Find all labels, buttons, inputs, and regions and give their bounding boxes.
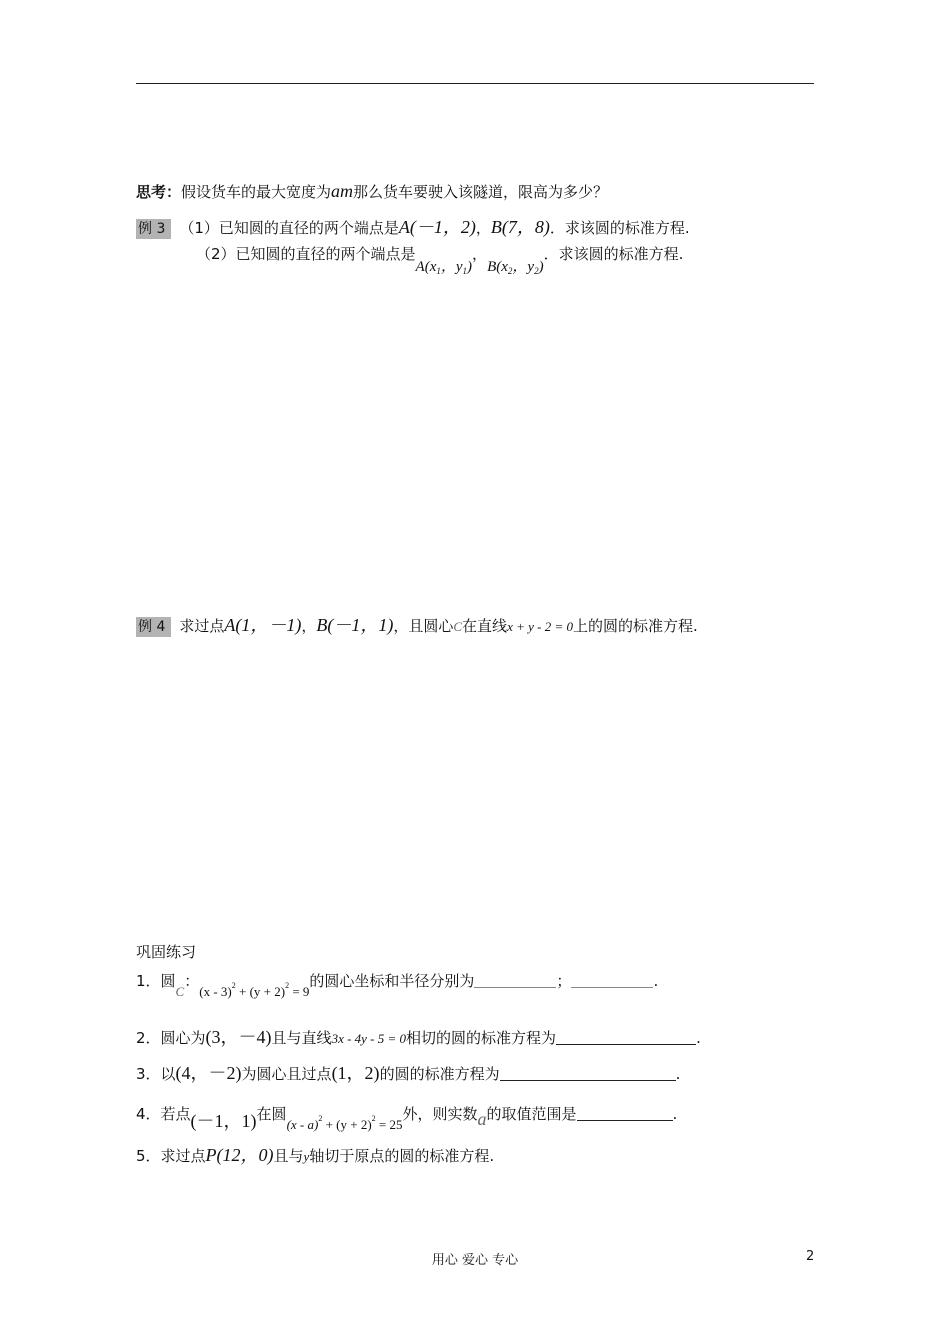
- header-rule: [136, 83, 814, 84]
- q3-t3: 的圆的标准方程为: [379, 1065, 500, 1083]
- q1-equation: [199, 981, 310, 999]
- q1-blank-2[interactable]: [571, 973, 653, 988]
- q2-t3: 相切的圆的标准方程为: [406, 1029, 557, 1047]
- q4-eq-c: = 25: [375, 1117, 403, 1132]
- q4-point: (－1，1): [190, 1111, 257, 1131]
- q5-point-p: P(12，0): [205, 1145, 274, 1165]
- q5-y-axis: y: [303, 1149, 310, 1164]
- p2-b-close: ): [538, 259, 544, 275]
- q2-t1: 2．圆心为: [136, 1029, 206, 1047]
- example3-p2-sep: ，: [472, 245, 488, 263]
- example3-point-a: A(－1，2): [398, 217, 476, 237]
- q1-colon: ：: [184, 972, 200, 990]
- practice-title: [136, 942, 196, 962]
- q1-text: 的圆心坐标和半径分别为: [309, 972, 475, 990]
- practice-q3: [136, 1063, 680, 1084]
- q3-t1: 3．以: [136, 1065, 176, 1083]
- q4-exp-1: 2: [318, 1114, 323, 1123]
- example3-p2-point-a: [416, 257, 473, 281]
- q5-t2: 且与: [273, 1147, 304, 1165]
- q4-eq-a: (x - a): [286, 1117, 319, 1132]
- example3-p2-point-b: [487, 257, 544, 281]
- p2-sub-2: 1: [462, 266, 468, 276]
- think-text-1: 假设货车的最大宽度为: [181, 183, 332, 201]
- q1-eq-c: = 9: [289, 984, 310, 999]
- q4-t4: 的取值范围是: [486, 1105, 577, 1123]
- page-number: 2: [806, 1249, 815, 1264]
- q1-eq-b: + (y + 2): [235, 984, 286, 999]
- practice-q4: [136, 1099, 678, 1132]
- example4-t1: 求过点: [179, 617, 225, 635]
- example3-p2-prefix: （2）已知圆的直径的两个端点是: [196, 245, 416, 263]
- page-footer: 用心 爱心 专心: [431, 1253, 519, 1268]
- q2-center: (3，－4): [205, 1027, 272, 1047]
- example4-label: 例 4: [136, 617, 171, 637]
- q4-eq-b: + (y + 2): [322, 1117, 372, 1132]
- example4-line: [136, 615, 698, 637]
- q4-var-a: a: [477, 1109, 487, 1129]
- practice-q5: [136, 1145, 494, 1167]
- example4-t4: 在直线: [462, 617, 508, 635]
- q4-t1: 4．若点: [136, 1105, 191, 1123]
- q4-blank[interactable]: [577, 1106, 673, 1121]
- q2-t2: 且与直线: [271, 1029, 332, 1047]
- q1-num: 1．圆: [136, 972, 176, 990]
- q1-circle-c: C: [175, 984, 185, 999]
- example4-point-b: B(－1，1): [316, 615, 394, 635]
- p2-sub-1: 1: [436, 266, 441, 276]
- q4-exp-2: 2: [371, 1114, 376, 1123]
- q5-t1: 5．求过点: [136, 1147, 206, 1165]
- practice-q2: [136, 1027, 701, 1049]
- example4-point-a: A(1，－1): [224, 615, 302, 635]
- q3-blank[interactable]: [500, 1066, 676, 1081]
- example3-part2: [196, 244, 684, 276]
- q4-t2: 在圆: [256, 1105, 287, 1123]
- example3-p1-sep: ，: [475, 219, 491, 237]
- p2-mid-1: ，y: [440, 259, 463, 275]
- q2-blank[interactable]: [556, 1030, 696, 1045]
- think-label: 思考：: [136, 183, 182, 201]
- example3-p1-suffix: ．求该圆的标准方程.: [549, 219, 690, 237]
- think-text-2: 那么货车要驶入该隧道，限高为多少？: [353, 183, 609, 201]
- q5-t3: 轴切于原点的圆的标准方程.: [309, 1147, 495, 1165]
- p2-sub-4: 2: [534, 266, 539, 276]
- p2-a-close: ): [467, 259, 473, 275]
- p2-b-open: B(x: [487, 259, 508, 275]
- q1-semi: ；: [556, 972, 572, 990]
- example3-p1-prefix: （1）已知圆的直径的两个端点是: [179, 219, 399, 237]
- q3-point: (1，2): [331, 1063, 380, 1083]
- q4-end: .: [672, 1105, 678, 1123]
- example4-t3: ，且圆心: [393, 617, 454, 635]
- think-var-a: a: [331, 181, 341, 201]
- p2-sub-3: 2: [507, 266, 513, 276]
- q1-exp-2: 2: [285, 981, 290, 990]
- q2-line-eq: 3x - 4y - 5 = 0: [331, 1031, 407, 1046]
- example4-t5: 上的圆的标准方程.: [572, 617, 698, 635]
- q4-t3: 外，则实数: [402, 1105, 478, 1123]
- q3-t2: 为圆心且过点: [241, 1065, 332, 1083]
- q1-blank-1[interactable]: [474, 973, 556, 988]
- q4-equation: [286, 1114, 403, 1132]
- example3-label: 例 3: [136, 219, 171, 239]
- q1-end: .: [653, 972, 659, 990]
- example4-t2: ，: [301, 617, 317, 635]
- q1-exp-1: 2: [231, 981, 236, 990]
- practice-title-text: 巩固练习: [136, 943, 197, 961]
- q2-end: .: [696, 1029, 701, 1047]
- q3-end: .: [675, 1065, 681, 1083]
- example4-center-c: C: [453, 619, 463, 634]
- example3-point-b: B(7，8): [490, 217, 550, 237]
- q1-eq-a: (x - 3): [199, 984, 232, 999]
- practice-q1: [136, 966, 659, 999]
- p2-a-open: A(x: [415, 259, 437, 275]
- example4-line-eq: x + y - 2 = 0: [507, 619, 573, 634]
- example3-part1: [136, 217, 690, 239]
- p2-mid-2: ，y: [512, 259, 535, 275]
- example3-p2-suffix: ．求该圆的标准方程.: [543, 245, 684, 263]
- think-unit-m: m: [340, 181, 354, 201]
- q3-center: (4，－2): [175, 1063, 242, 1083]
- think-line: [136, 181, 608, 202]
